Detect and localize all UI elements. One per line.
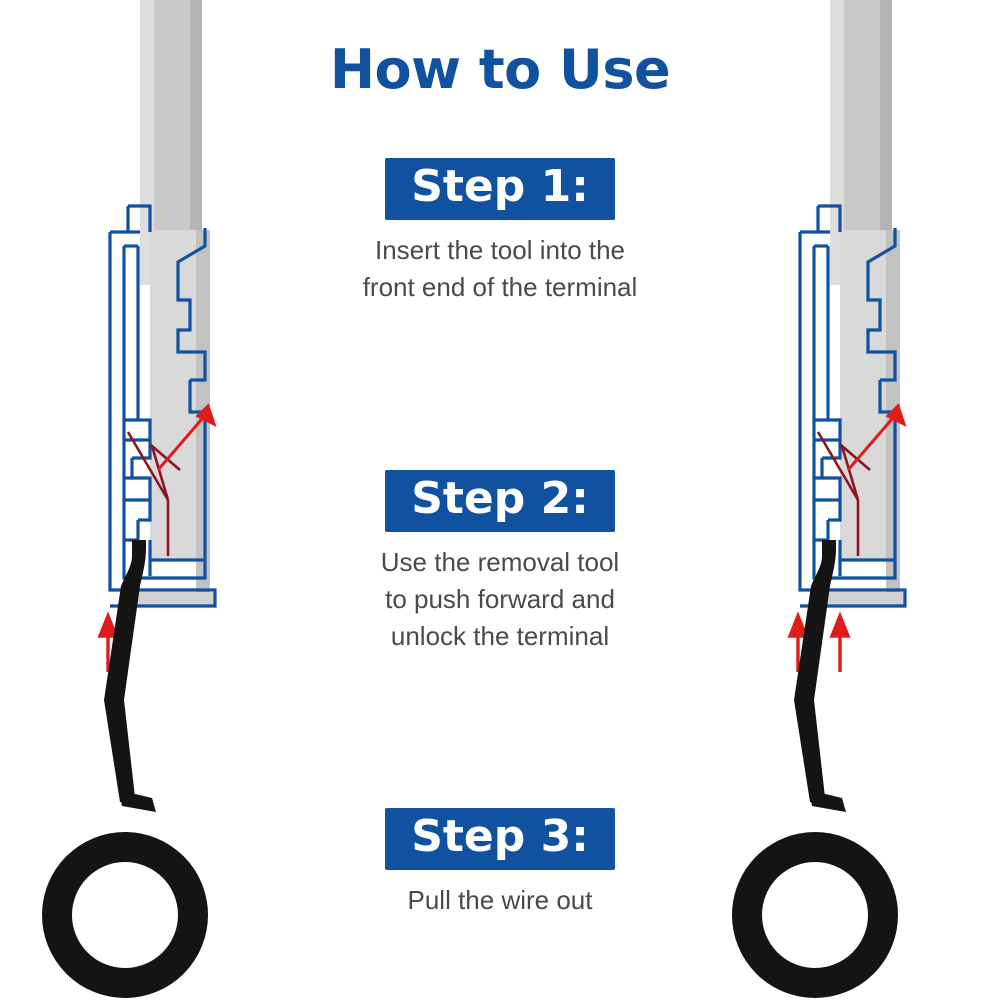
step-3-description bbox=[290, 882, 710, 919]
connector-cross-section-left-svg bbox=[0, 0, 280, 1000]
instructions-column bbox=[290, 0, 710, 1000]
step-2-description-line-2: to push forward and bbox=[385, 584, 615, 615]
step-2-description-line-1: Use the removal tool bbox=[380, 547, 620, 578]
step-1-description bbox=[290, 232, 710, 306]
step-3-description-line-1: Pull the wire out bbox=[407, 885, 593, 916]
step-3-block bbox=[290, 808, 710, 919]
step-1-description-line-1: Insert the tool into the bbox=[374, 235, 626, 266]
step-3-badge: Step 3: bbox=[385, 808, 615, 870]
connector-cross-section-right-svg bbox=[720, 0, 1000, 1000]
step-2-badge: Step 2: bbox=[385, 470, 615, 532]
page-title: How to Use bbox=[329, 38, 671, 101]
step-1-badge: Step 1: bbox=[385, 158, 615, 220]
connector-illustration-right bbox=[720, 0, 1000, 1000]
step-1-description-line-2: front end of the terminal bbox=[362, 272, 638, 303]
step-2-description bbox=[290, 544, 710, 655]
step-1-block bbox=[290, 158, 710, 306]
step-2-block bbox=[290, 470, 710, 655]
connector-illustration-left bbox=[0, 0, 280, 1000]
step-2-description-line-3: unlock the terminal bbox=[390, 621, 610, 651]
